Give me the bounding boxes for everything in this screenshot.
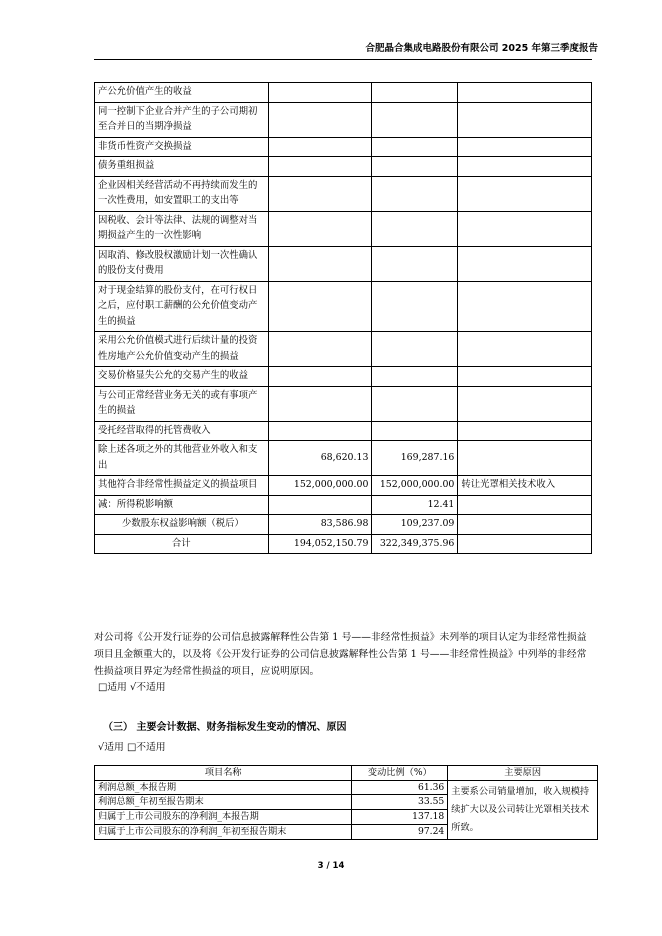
report-header-title: 合肥晶合集成电路股份有限公司 2025 年第三季度报告 [365,43,598,54]
table-row [95,176,592,211]
indicator-name: 利润总额_年初至报告期末 [95,795,352,810]
row-current-period-amount [268,102,372,137]
row-item-label: 交易价格显失公允的交易产生的收益 [95,367,269,387]
row-ytd-amount: 12.41 [372,495,458,515]
page-number: 3 / 14 [317,861,345,871]
row-note [458,515,592,535]
explanation-paragraph: 对公司将《公开发行证券的公司信息披露解释性公告第 1 号——非经常性损益》未列举的项目认定为非经常性损益项目且金额重大的，以及将《公开发行证券的公司信息披露解释性公告第 1 号——非经常性损益》中列举的非经常性损益项目界定为经常性损益的项目，应说明原因。 [94,632,587,677]
table-row [95,246,592,281]
table-row [95,386,592,421]
row-note [458,332,592,367]
row-current-period-amount [268,281,372,332]
header-main-reason: 主要原因 [448,766,598,781]
table-row [95,441,592,476]
indicator-change-ratio: 33.55 [352,795,448,810]
table-row [95,102,592,137]
row-current-period-amount [268,211,372,246]
table-row [95,495,592,515]
row-note [458,137,592,157]
row-item-label: 减：所得税影响额 [95,495,269,515]
row-ytd-amount [372,421,458,441]
row-ytd-amount: 169,287.16 [372,441,458,476]
indicator-name: 归属于上市公司股东的净利润_本报告期 [95,810,352,825]
row-current-period-amount [268,332,372,367]
row-note [458,211,592,246]
row-ytd-amount: 109,237.09 [372,515,458,535]
row-current-period-amount: 152,000,000.00 [268,476,372,496]
row-ytd-amount [372,367,458,387]
row-current-period-amount [268,246,372,281]
row-note [458,246,592,281]
table-row [95,211,592,246]
row-ytd-amount [372,102,458,137]
row-ytd-amount: 152,000,000.00 [372,476,458,496]
section-three-applicability: √适用 □不适用 [98,742,166,753]
indicator-name: 归属于上市公司股东的净利润_年初至报告期末 [95,824,352,839]
explanation-applicability: □适用 √不适用 [98,682,166,693]
main-reason-text: 主要系公司销量增加，收入规模持续扩大以及公司转让光罩相关技术所致。 [448,780,598,839]
row-current-period-amount [268,83,372,103]
row-item-label: 少数股东权益影响额（税后） [95,515,269,535]
row-ytd-amount [372,281,458,332]
row-ytd-amount [372,332,458,367]
row-item-label: 因税收、会计等法律、法规的调整对当期损益产生的一次性影响 [95,211,269,246]
row-current-period-amount [268,157,372,177]
row-ytd-amount: 322,349,375.96 [372,534,458,554]
table-row [95,367,592,387]
row-item-label: 因取消、修改股权激励计划一次性确认的股份支付费用 [95,246,269,281]
row-item-label: 除上述各项之外的其他营业外收入和支出 [95,441,269,476]
table-row [95,332,592,367]
row-ytd-amount [372,83,458,103]
row-note: 转让光罩相关技术收入 [458,476,592,496]
table-row [95,515,592,535]
table-row [95,137,592,157]
table-row [95,476,592,496]
row-item-label: 合计 [95,534,269,554]
row-ytd-amount [372,176,458,211]
indicator-name: 利润总额_本报告期 [95,780,352,795]
row-note [458,534,592,554]
row-current-period-amount [268,367,372,387]
table-row [95,281,592,332]
row-note [458,441,592,476]
table-row [95,421,592,441]
row-item-label: 与公司正常经营业务无关的或有事项产生的损益 [95,386,269,421]
row-ytd-amount [372,386,458,421]
row-item-label: 产公允价值产生的收益 [95,83,269,103]
row-note [458,281,592,332]
row-note [458,386,592,421]
row-item-label: 非货币性资产交换损益 [95,137,269,157]
row-item-label: 债务重组损益 [95,157,269,177]
section-three-title: （三） 主要会计数据、财务指标发生变动的情况、原因 [103,722,347,733]
row-current-period-amount: 68,620.13 [268,441,372,476]
table-row [95,157,592,177]
row-item-label: 对于现金结算的股份支付，在可行权日之后，应付职工薪酬的公允价值变动产生的损益 [95,281,269,332]
change-table-header-row [95,766,598,781]
indicator-change-table [94,765,598,840]
indicator-change-ratio: 97.24 [352,824,448,839]
row-item-label: 企业因相关经营活动不再持续而发生的一次性费用，如安置职工的支出等 [95,176,269,211]
indicator-change-ratio: 137.18 [352,810,448,825]
row-item-label: 采用公允价值模式进行后续计量的投资性房地产公允价值变动产生的损益 [95,332,269,367]
header-item-name: 项目名称 [95,766,352,781]
row-ytd-amount [372,137,458,157]
row-current-period-amount [268,386,372,421]
row-note [458,367,592,387]
row-current-period-amount: 194,052,150.79 [268,534,372,554]
row-ytd-amount [372,246,458,281]
row-note [458,176,592,211]
row-current-period-amount [268,176,372,211]
row-current-period-amount: 83,586.98 [268,515,372,535]
row-note [458,421,592,441]
row-current-period-amount [268,421,372,441]
row-current-period-amount [268,495,372,515]
row-note [458,495,592,515]
row-ytd-amount [372,157,458,177]
indicator-change-ratio: 61.36 [352,780,448,795]
header-divider [94,59,592,60]
row-item-label: 其他符合非经常性损益定义的损益项目 [95,476,269,496]
header-change-ratio: 变动比例（%） [352,766,448,781]
row-note [458,102,592,137]
row-note [458,157,592,177]
nonrecurring-items-table [94,82,592,554]
table-row [95,534,592,554]
row-item-label: 同一控制下企业合并产生的子公司期初至合并日的当期净损益 [95,102,269,137]
table-row [95,83,592,103]
row-ytd-amount [372,211,458,246]
row-note [458,83,592,103]
row-item-label: 受托经营取得的托管费收入 [95,421,269,441]
row-current-period-amount [268,137,372,157]
table-row [95,780,598,795]
